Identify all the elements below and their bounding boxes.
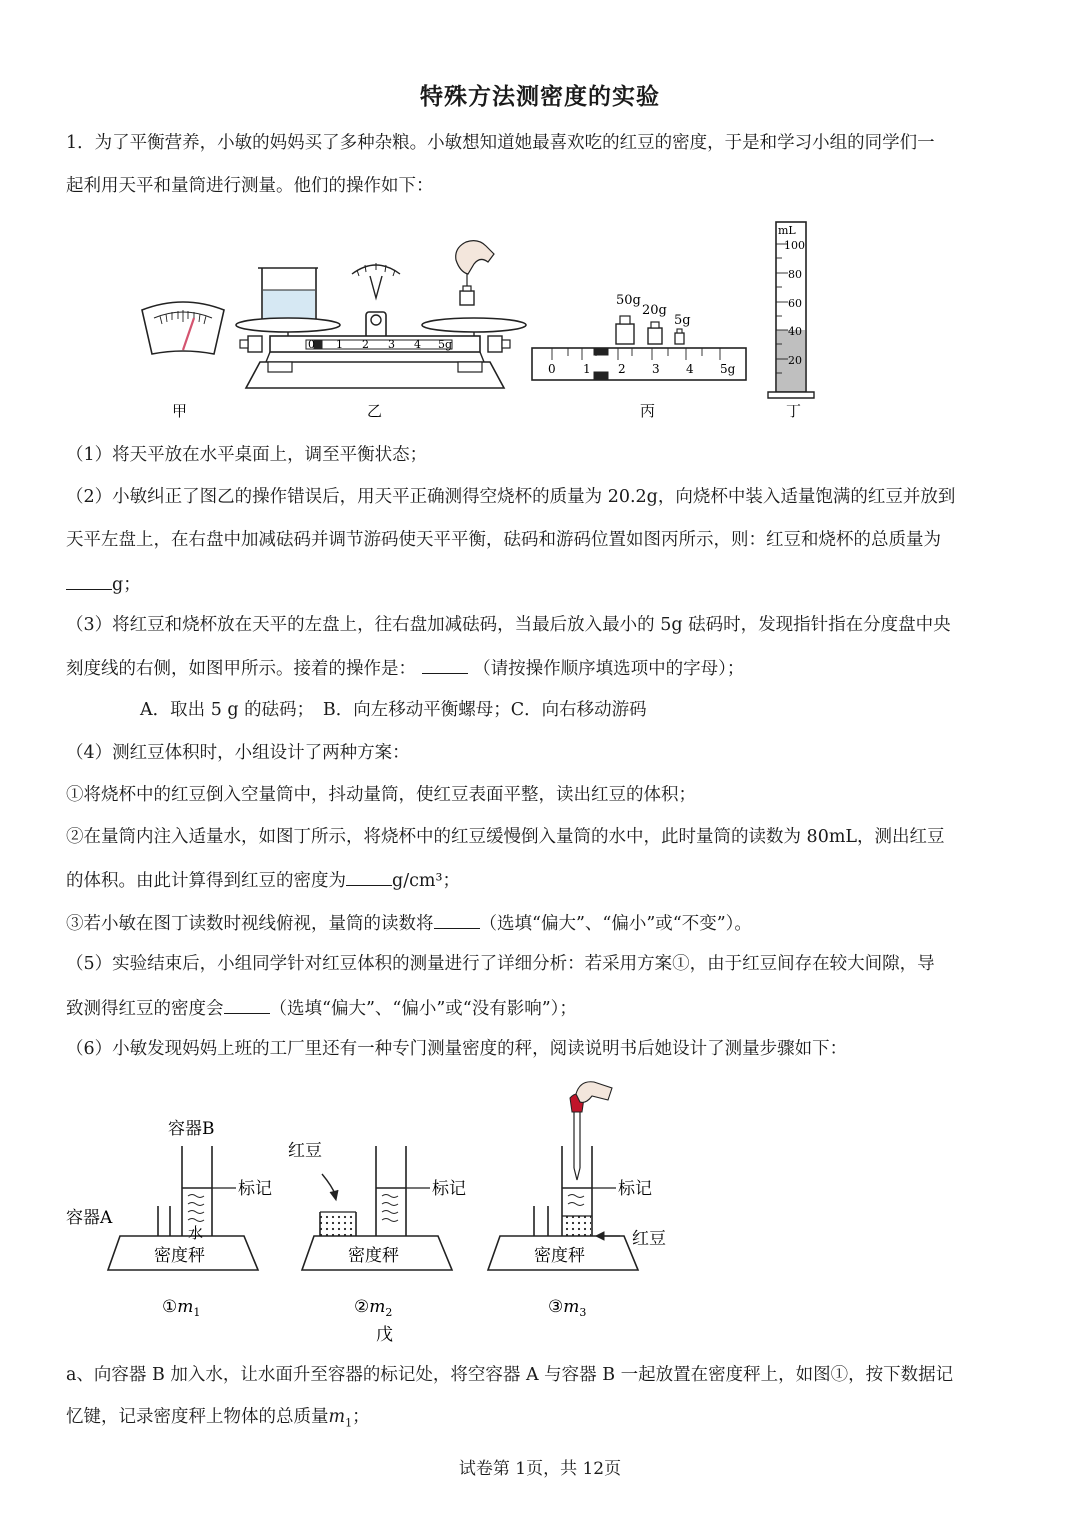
rider-tick-4: 4 <box>686 362 694 376</box>
answer-blank-operation[interactable] <box>422 655 468 674</box>
figure-density-scale <box>60 1076 720 1346</box>
cylinder-tick-60: 60 <box>788 297 802 310</box>
step-a-text: 忆键，记录密度秤上物体的总质量 <box>66 1407 329 1427</box>
label-yi: 乙 <box>367 402 383 420</box>
beam-tick-2: 2 <box>362 338 369 351</box>
var-m-sub: 1 <box>345 1416 353 1430</box>
figure-balance-set <box>120 212 840 424</box>
rider-tick-0: 0 <box>548 362 556 376</box>
caption-3 <box>548 1297 586 1319</box>
cylinder-tick-20: 20 <box>788 354 802 367</box>
caption-2-sub: 2 <box>385 1306 393 1319</box>
answer-blank-density[interactable] <box>346 867 392 886</box>
weight-label-5g: 5g <box>674 313 691 328</box>
rider-tick-1: 1 <box>583 362 591 376</box>
step-4-plan-2-line-2 <box>66 867 1026 893</box>
unit-density: g/cm³； <box>392 871 461 891</box>
caption-2-var: m <box>369 1297 386 1317</box>
caption-2-num: ② <box>354 1297 370 1317</box>
step-3-line-2 <box>66 655 1026 681</box>
label-scale-1: 密度秤 <box>154 1246 205 1266</box>
var-m: m <box>328 1407 346 1427</box>
caption-3-sub: 3 <box>579 1306 587 1319</box>
step-4-plan-3 <box>66 910 1026 936</box>
label-ding: 丁 <box>786 402 802 420</box>
step-4: （4）测红豆体积时，小组设计了两种方案： <box>66 743 410 763</box>
label-jia: 甲 <box>172 402 188 420</box>
weight-label-20g: 20g <box>642 303 667 318</box>
panel-3 <box>488 1082 638 1270</box>
step-5-line-1: （5）实验结束后，小组同学针对红豆体积的测量进行了详细分析：若采用方案①，由于红豆间存在较大间隙，导 <box>66 954 935 974</box>
step-a-line-2 <box>66 1405 1026 1436</box>
step-4-plan-1: ①将烧杯中的红豆倒入空量筒中，抖动量筒，使红豆表面平整，读出红豆的体积； <box>66 785 696 805</box>
caption-3-num: ③ <box>548 1297 564 1317</box>
page-title: 特殊方法测密度的实验 <box>420 84 660 110</box>
step-5-text-b: （选填“偏大”、“偏小”或“没有影响”）； <box>269 999 577 1019</box>
caption-1-sub: 1 <box>193 1306 201 1319</box>
unit-g: g； <box>112 575 141 595</box>
step-3-line-1: （3）将红豆和烧杯放在天平的左盘上，往右盘加减砝码，当最后放入最小的 5g 砝码时，发现指针指在分度盘中央 <box>66 615 951 635</box>
beam-tick-0: 0 <box>308 338 315 351</box>
rider-tick-3: 3 <box>652 362 660 376</box>
answer-blank-mass[interactable] <box>66 571 112 590</box>
question-intro-line-2: 起利用天平和量筒进行测量。他们的操作如下： <box>66 176 434 196</box>
weights-bing <box>532 316 746 380</box>
step-1: （1）将天平放在水平桌面上，调至平衡状态； <box>66 445 428 465</box>
label-red-bean-2: 红豆 <box>288 1141 322 1161</box>
question-intro-line-1: 1．为了平衡营养，小敏的妈妈买了多种杂粮。小敏想知道她最喜欢吃的红豆的密度，于是和学习小组的同学们一 <box>66 133 935 153</box>
page-footer: 试卷第 1页，共 12页 <box>458 1459 622 1479</box>
label-scale-3: 密度秤 <box>534 1246 585 1266</box>
caption-3-var: m <box>563 1297 580 1317</box>
balance-yi <box>236 241 526 388</box>
label-mark-2: 标记 <box>432 1179 466 1199</box>
dial-jia <box>142 302 224 354</box>
step-6: （6）小敏发现妈妈上班的工厂里还有一种专门测量密度的秤，阅读说明书后她设计了测量步骤如下： <box>66 1039 848 1059</box>
caption-1-var: m <box>177 1297 194 1317</box>
beam-tick-1: 1 <box>336 338 343 351</box>
caption-1 <box>162 1297 200 1319</box>
cylinder-tick-80: 80 <box>788 268 802 281</box>
label-mark-3: 标记 <box>618 1179 652 1199</box>
beam-tick-5: 5g <box>438 338 453 351</box>
cylinder-tick-40: 40 <box>788 325 802 338</box>
step-4-reading-options: （选填“偏大”、“偏小”或“不变”）。 <box>479 914 752 934</box>
caption-1-num: ① <box>162 1297 178 1317</box>
step-4-plan-2-line-1: ②在量筒内注入适量水，如图丁所示，将烧杯中的红豆缓慢倒入量筒的水中，此时量筒的读数为 80mL，测出红豆 <box>66 827 945 847</box>
answer-blank-density-error[interactable] <box>224 995 270 1014</box>
step-4-reading-text: ③若小敏在图丁读数时视线俯视，量筒的读数将 <box>66 914 434 934</box>
step-3-options: A．取出 5 g 的砝码； B．向左移动平衡螺母；C．向右移动游码 <box>140 700 647 720</box>
step-a-end: ； <box>352 1407 370 1427</box>
cylinder-unit: mL <box>778 224 796 237</box>
label-wu: 戊 <box>376 1325 393 1345</box>
caption-2 <box>354 1297 392 1319</box>
step-2-line-1: （2）小敏纠正了图乙的操作错误后，用天平正确测得空烧杯的质量为 20.2g，向烧杯中装入适量饱满的红豆并放到 <box>66 487 956 507</box>
weight-label-50g: 50g <box>616 293 641 308</box>
beam-tick-4: 4 <box>414 338 421 351</box>
label-mark-1: 标记 <box>238 1179 272 1199</box>
step-5-text-a: 致测得红豆的密度会 <box>66 999 224 1019</box>
label-scale-2: 密度秤 <box>348 1246 399 1266</box>
rider-tick-5: 5g <box>720 362 736 376</box>
label-water: 水 <box>188 1224 204 1242</box>
step-4-density-text: 的体积。由此计算得到红豆的密度为 <box>66 871 346 891</box>
step-2-line-2: 天平左盘上，在右盘中加减砝码并调节游码使天平平衡，砝码和游码位置如图丙所示，则：红豆和烧杯的总质量为 <box>66 530 941 550</box>
label-container-a: 容器A <box>66 1208 113 1228</box>
rider-tick-2: 2 <box>618 362 626 376</box>
beam-tick-3: 3 <box>388 338 395 351</box>
answer-blank-reading[interactable] <box>434 910 480 929</box>
step-3-text-b: （请按操作顺序填选项中的字母）； <box>473 659 745 679</box>
cylinder-tick-100: 100 <box>784 239 805 252</box>
step-a-line-1: a、向容器 B 加入水，让水面升至容器的标记处，将空容器 A 与容器 B 一起放置在密度秤上，如图①，按下数据记 <box>66 1365 954 1385</box>
label-bing: 丙 <box>640 402 656 420</box>
step-3-text-a: 刻度线的右侧，如图甲所示。接着的操作是： <box>66 659 416 679</box>
step-2-line-3 <box>66 571 1026 597</box>
step-5-line-2 <box>66 995 1026 1021</box>
label-container-b: 容器B <box>168 1119 215 1139</box>
label-red-bean-3: 红豆 <box>632 1229 666 1249</box>
